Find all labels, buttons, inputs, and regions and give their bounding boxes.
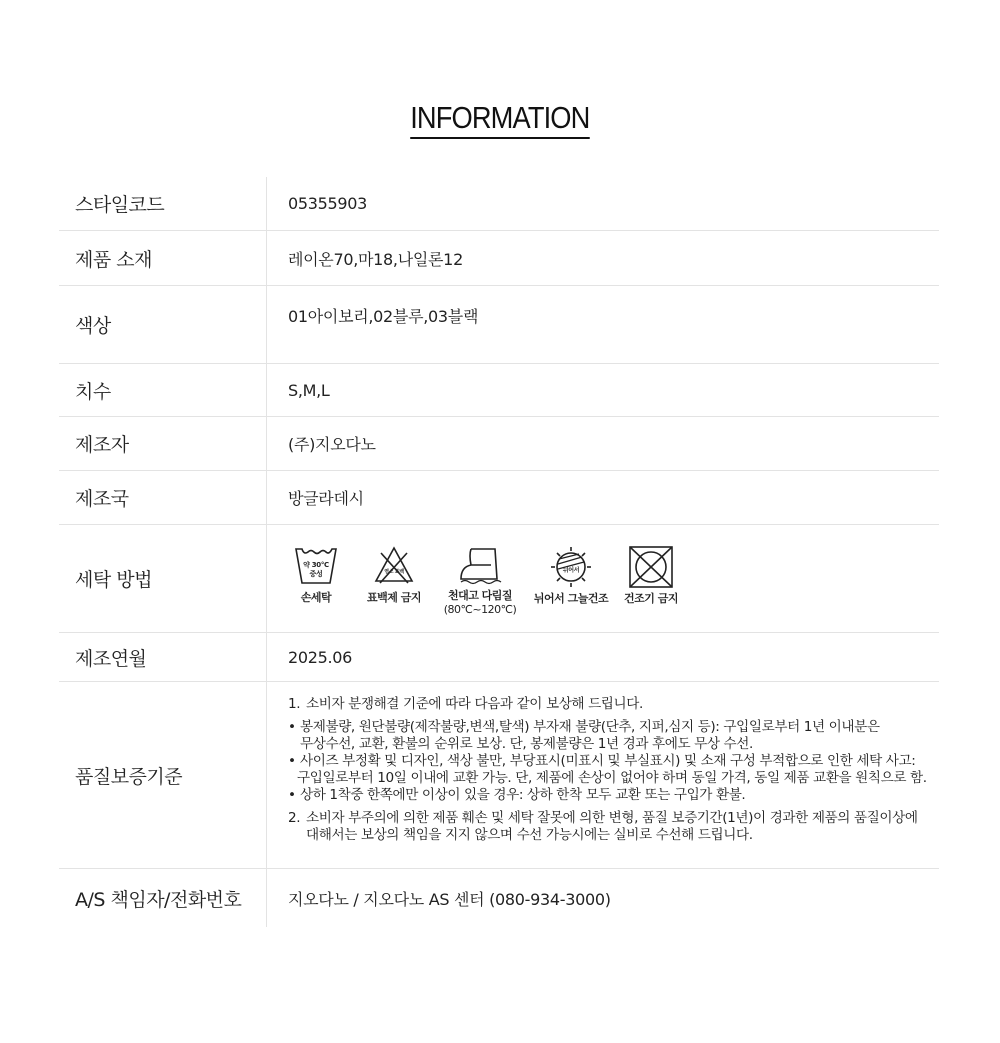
size-value: S,M,L: [288, 380, 330, 400]
row-washing: [59, 525, 939, 633]
hand-wash-caption: 손세탁: [300, 591, 332, 604]
material-label: 제품 소재: [59, 231, 267, 285]
page-title-text: INFORMATION: [410, 100, 589, 139]
care-icons: [281, 525, 683, 632]
care-no-bleach: [351, 545, 437, 605]
iron-caption: 천대고 다림질: [447, 589, 513, 602]
row-style-code: [59, 177, 939, 231]
date-label: 제조연월: [59, 633, 267, 681]
warranty-bullet: [288, 753, 927, 787]
color-value: 01아이보리,02블루,03블랙: [288, 307, 479, 326]
no-bleach-text: 염소 표백: [384, 569, 404, 575]
manufacturer-value: (주)지오다노: [288, 435, 376, 454]
warranty-text: [288, 682, 927, 850]
color-label: 색상: [59, 286, 267, 363]
bullet-mark: •: [288, 753, 296, 769]
washing-label: 세탁 방법: [59, 525, 267, 632]
as-label: A/S 책임자/전화번호: [59, 869, 267, 927]
row-manufacturer: [59, 417, 939, 471]
row-color: [59, 286, 939, 364]
iron-temp: (80℃~120℃): [443, 603, 517, 616]
page-title: [0, 100, 1000, 139]
care-shade-dry: [523, 545, 619, 606]
warranty-item-1-num: 1.: [288, 696, 301, 712]
hand-wash-neutral-text: 중성: [309, 570, 323, 578]
row-size: [59, 364, 939, 417]
size-label: 치수: [59, 364, 267, 416]
care-no-tumble: [619, 545, 683, 606]
as-value: 지오다노 / 지오다노 AS 센터 (080-934-3000): [288, 889, 611, 909]
hand-wash-temp-text: 약 30°C: [303, 561, 329, 569]
washing-value: [267, 525, 939, 632]
warranty-bullet: [288, 719, 927, 753]
warranty-item-2-line: 대해서는 보상의 책임을 지지 않으며 수선 가능시에는 실비로 수선해 드립니다.: [306, 827, 753, 843]
bullet-mark: •: [288, 719, 296, 735]
warranty-item-1-text: 소비자 분쟁해결 기준에 따라 다음과 같이 보상해 드립니다.: [306, 696, 643, 712]
warranty-item-2: [288, 810, 927, 844]
warranty-label: 품질보증기준: [59, 682, 267, 868]
warranty-bullet-line: 사이즈 부정확 및 디자인, 색상 불만, 부당표시(미표시 및 부실표시) 및 소재 구성 부적합으로 인한 세탁 사고:: [300, 753, 916, 769]
shade-dry-text: 뉘어서: [562, 567, 580, 574]
country-value: 방글라데시: [288, 489, 364, 508]
warranty-bullets: [288, 719, 927, 804]
date-value: 2025.06: [288, 647, 353, 667]
material-value: 레이온70,마18,나일론12: [288, 249, 463, 269]
shade-dry-caption: 뉘어서 그늘건조: [533, 592, 609, 605]
manufacturer-label: 제조자: [59, 417, 267, 470]
row-as: [59, 869, 939, 927]
iron-icon: [457, 545, 503, 585]
style-code-label: 스타일코드: [59, 177, 267, 230]
no-tumble-caption: 건조기 금지: [624, 592, 678, 605]
warranty-bullet-line: 상하 1착중 한쪽에만 이상이 있을 경우: 상하 한착 모두 교환 또는 구입가 환불.: [300, 787, 746, 803]
warranty-item-2-num: 2.: [288, 810, 301, 826]
info-table: [59, 177, 939, 927]
no-bleach-icon: [374, 545, 414, 585]
row-material: [59, 231, 939, 286]
warranty-bullet-line: 봉제불량, 원단불량(제작불량,변색,탈색) 부자재 불량(단추, 지퍼,심지 등): 구입일로부터 1년 이내분은: [300, 719, 880, 735]
style-code-value: 05355903: [288, 194, 368, 213]
shade-dry-flat-icon: [548, 545, 594, 589]
care-iron: [437, 545, 523, 616]
no-tumble-dry-icon: [628, 545, 674, 589]
row-warranty: [59, 682, 939, 869]
care-hand-wash: [281, 545, 351, 605]
warranty-bullet-line: 구입일로부터 10일 이내에 교환 가능. 단, 제품에 손상이 없어야 하며 동일 가격, 동일 제품 교환을 원칙으로 함.: [297, 770, 927, 786]
warranty-bullet: [288, 787, 927, 804]
row-date: [59, 633, 939, 682]
row-country: [59, 471, 939, 525]
warranty-bullet-line: 무상수선, 교환, 환불의 순위로 보상. 단, 봉제불량은 1년 경과 후에도 무상 수선.: [300, 736, 753, 752]
hand-wash-30-icon: [294, 545, 338, 585]
no-bleach-caption: 표백제 금지: [367, 591, 421, 604]
bullet-mark: •: [288, 787, 296, 803]
warranty-item-2-line: 소비자 부주의에 의한 제품 훼손 및 세탁 잘못에 의한 변형, 품질 보증기간(1년)이 경과한 제품의 품질이상에: [306, 810, 918, 826]
warranty-item-1: [288, 696, 927, 713]
country-label: 제조국: [59, 471, 267, 524]
warranty-value: [267, 682, 939, 868]
